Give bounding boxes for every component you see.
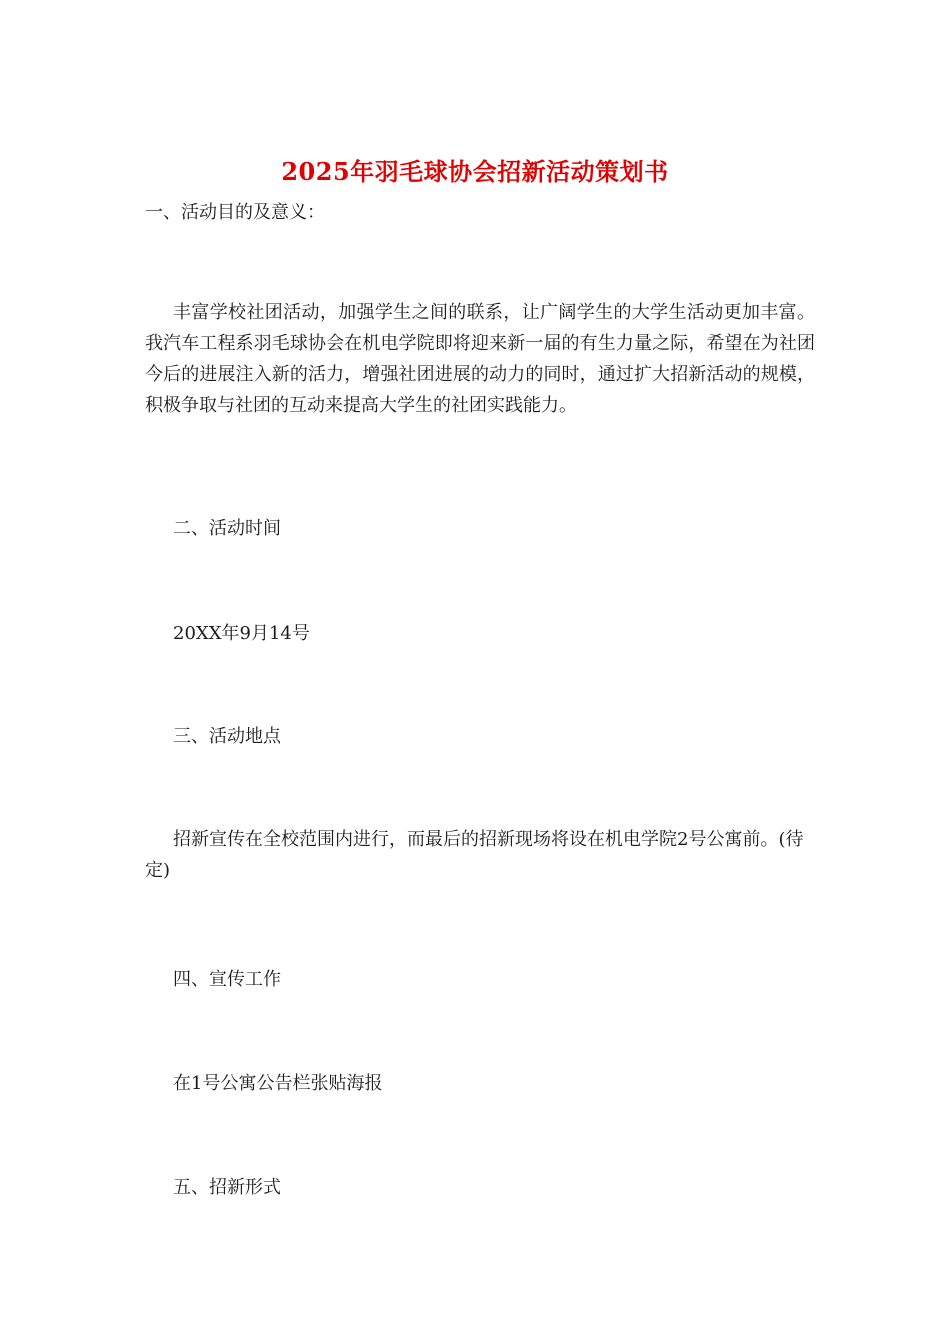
section-body-publicity: 在1号公寓公告栏张贴海报 [173,1073,383,1094]
section-body-time: 20XX年9月14号 [173,623,310,644]
section-heading-time: 二、活动时间 [173,518,281,539]
document-title: 2025年羽毛球协会招新活动策划书 [281,157,669,186]
section-body-purpose: 丰富学校社团活动，加强学生之间的联系，让广阔学生的大学生活动更加丰富。我汽车工程系羽毛球协会在机电学院即将迎来新一届的有生力量之际，希望在为社团今后的进展注入新的活力，增强社团进展的动力的同时，通过扩大招新活动的规模，积极争取与社团的互动来提高大学生的社团实践能力。 [145,302,815,416]
section-heading-publicity: 四、宣传工作 [173,969,281,990]
section-heading-recruit-format: 五、招新形式 [173,1177,281,1198]
section-body-location: 招新宣传在全校范围内进行，而最后的招新现场将设在机电学院2号公寓前。(待定) [145,829,804,881]
section-heading-purpose: 一、活动目的及意义： [145,202,325,223]
section-heading-location: 三、活动地点 [173,726,281,747]
